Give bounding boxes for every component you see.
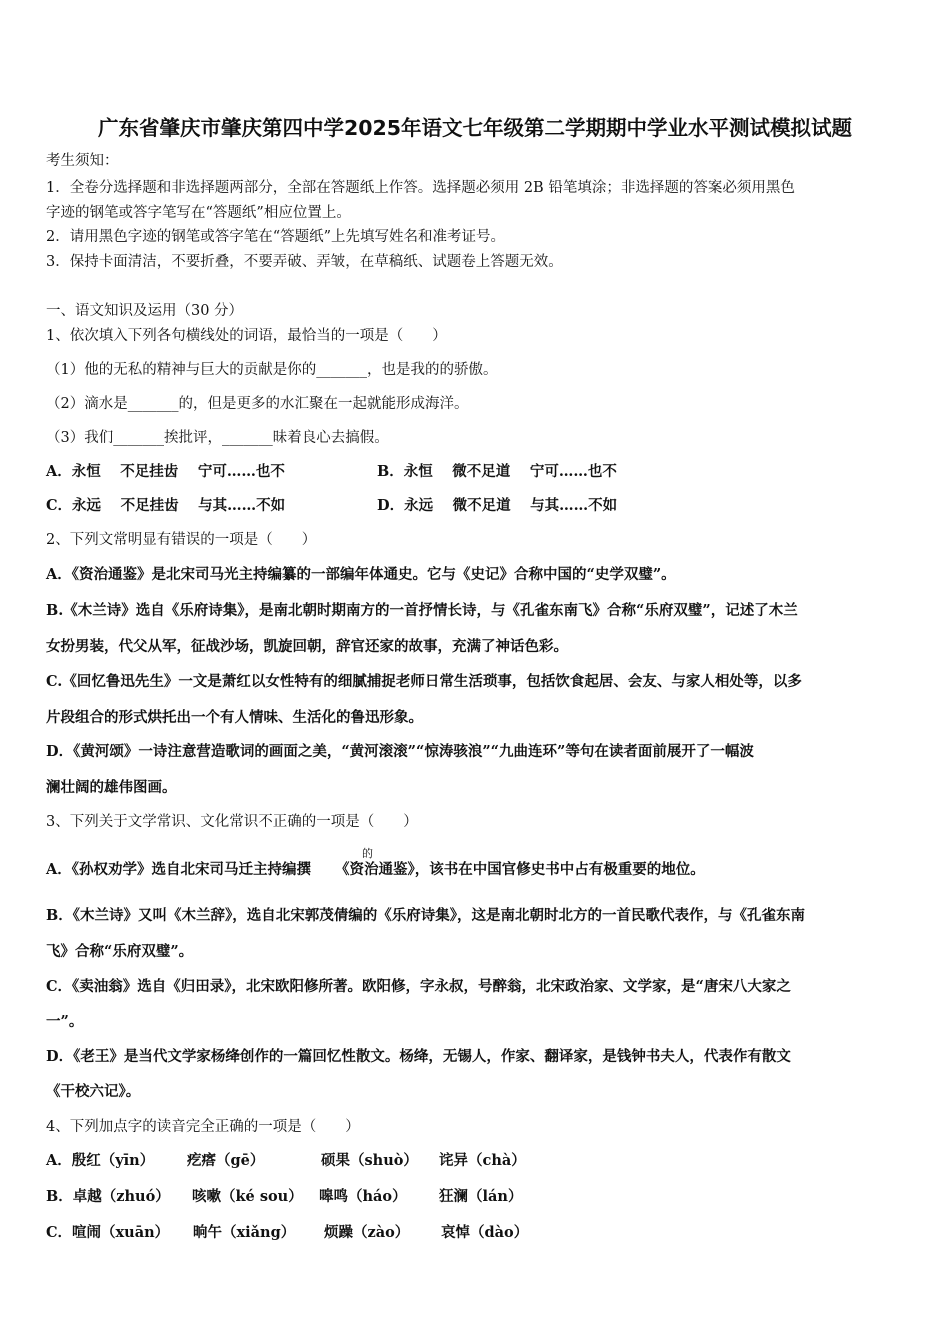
q4-item: 哀悼（dào） [441, 1224, 529, 1241]
question-3-stem [46, 813, 418, 831]
question-3-option-a-part1: A．《孙权劝学》选自北宋司马迁主持编撰 [46, 861, 311, 878]
question-1-option-c: C．永远 不足挂齿 与其……不如 [46, 497, 286, 514]
section-heading: 一、语文知识及运用（30 分） [46, 303, 244, 319]
question-1-option-a: A．永恒 不足挂齿 宁可……也不 [46, 463, 285, 480]
question-3-line: D．《老王》是当代文学家杨绛创作的一篇回忆性散文。杨绛，无锡人，作家、翻译家，是钱钟书夫人，代表作有散文 [46, 1048, 791, 1065]
question-2-line: 片段组合的形式烘托出一个有人情味、生活化的鲁迅形象。 [46, 709, 423, 726]
question-2-line: A．《资治通鉴》是北宋司马光主持编纂的一部编年体通史。它与《史记》合称中国的“史学双璧”。 [46, 566, 676, 583]
q4-item: 晌午（xiǎng） [193, 1224, 296, 1241]
q4-item: 硕果（shuò） [321, 1152, 418, 1169]
question-2-stem: 2、下列文常明显有错误的一项是（ ） [46, 532, 317, 548]
q4-item: A．殷红（yīn） [46, 1152, 155, 1169]
q4-item: C．喧闹（xuān） [46, 1224, 170, 1241]
q4-item: 诧异（chà） [439, 1152, 526, 1169]
question-3-option-a [46, 861, 705, 879]
notice-item: 2．请用黑色字迹的钢笔或答字笔在“答题纸”上先填写姓名和准考证号。 [46, 229, 506, 245]
q4-item: 咳嗽（ké sou） [192, 1188, 303, 1205]
question-2-line: C.《回忆鲁迅先生》一文是萧红以女性特有的细腻捕捉老师日常生活琐事，包括饮食起居、会友、与家人相处等，以多 [46, 673, 802, 690]
question-3-stem-b: 不正确 [258, 814, 302, 830]
question-3-stem-c: 的一项是（ ） [301, 814, 418, 830]
notice-item: 1．全卷分选择题和非选择题两部分，全部在答题纸上作答。选择题必须用 2B 铅笔填涂；非选择题的答案必须用黑色 [46, 180, 795, 196]
page-title: 广东省肇庆市肇庆第四中学2025年语文七年级第二学期期中学业水平测试模拟试题 [97, 116, 853, 140]
question-2-line: 澜壮阔的雄伟图画。 [46, 779, 177, 796]
question-3-line: 飞》合称“乐府双璧”。 [46, 943, 194, 960]
question-1-sentence: （2）滴水是_______的，但是更多的水汇聚在一起就能形成海洋。 [46, 396, 469, 412]
question-3-stem-a: 3、下列关于文学常识、文化常识 [46, 814, 259, 830]
question-1-sentence: （1）他的无私的精神与巨大的贡献是你的_______，也是我的的骄傲。 [46, 362, 498, 378]
q4-item: 嗥鸣（háo） [319, 1188, 407, 1205]
question-1-option-b: B．永恒 微不足道 宁可……也不 [377, 463, 617, 480]
question-3-option-a-part2: 《资治通鉴》，该书在中国官修史书中占有极重要的地位。 [335, 861, 705, 878]
question-3-line: 一”。 [46, 1013, 84, 1030]
small-superscript-char: 的 [362, 847, 373, 860]
q4-item: 烦躁（zào） [324, 1224, 410, 1241]
notice-heading: 考生须知： [46, 153, 119, 169]
question-2-line: B.《木兰诗》选自《乐府诗集》，是南北朝时期南方的一首抒情长诗，与《孔雀东南飞》合称“乐府双璧”，记述了木兰 [46, 602, 798, 619]
question-2-line: D．《黄河颂》一诗注意营造歌词的画面之美，“黄河滚滚”“惊涛骇浪”“九曲连环”等句在读者面前展开了一幅波 [46, 743, 754, 760]
notice-item: 3．保持卡面清洁，不要折叠，不要弄破、弄皱，在草稿纸、试题卷上答题无效。 [46, 254, 563, 270]
question-2-line: 女扮男装，代父从军，征战沙场，凯旋回朝，辞官还家的故事，充满了神话色彩。 [46, 638, 568, 655]
notice-item: 字迹的钢笔或答字笔写在“答题纸”相应位置上。 [46, 205, 351, 221]
question-1-option-d: D．永远 微不足道 与其……不如 [377, 497, 618, 514]
q4-item: 疙瘩（gē） [187, 1152, 265, 1169]
question-4-stem: 4、下列加点字的读音完全正确的一项是（ ） [46, 1119, 360, 1135]
question-3-line: B．《木兰诗》又叫《木兰辞》，选自北宋郭茂倩编的《乐府诗集》，这是南北朝时北方的一首民歌代表作，与《孔雀东南 [46, 907, 806, 924]
question-1-sentence: （3）我们_______挨批评，_______昧着良心去搞假。 [46, 430, 389, 446]
question-1-stem: 1、依次填入下列各句横线处的词语，最恰当的一项是（ ） [46, 328, 447, 344]
question-3-line: C．《卖油翁》选自《归田录》，北宋欧阳修所著。欧阳修，字永叔，号醉翁，北宋政治家、文学家，是“唐宋八大家之 [46, 978, 791, 995]
question-3-line: 《干校六记》。 [46, 1083, 141, 1100]
q4-item: 狂澜（lán） [439, 1188, 523, 1205]
q4-item: B．卓越（zhuó） [46, 1188, 170, 1205]
